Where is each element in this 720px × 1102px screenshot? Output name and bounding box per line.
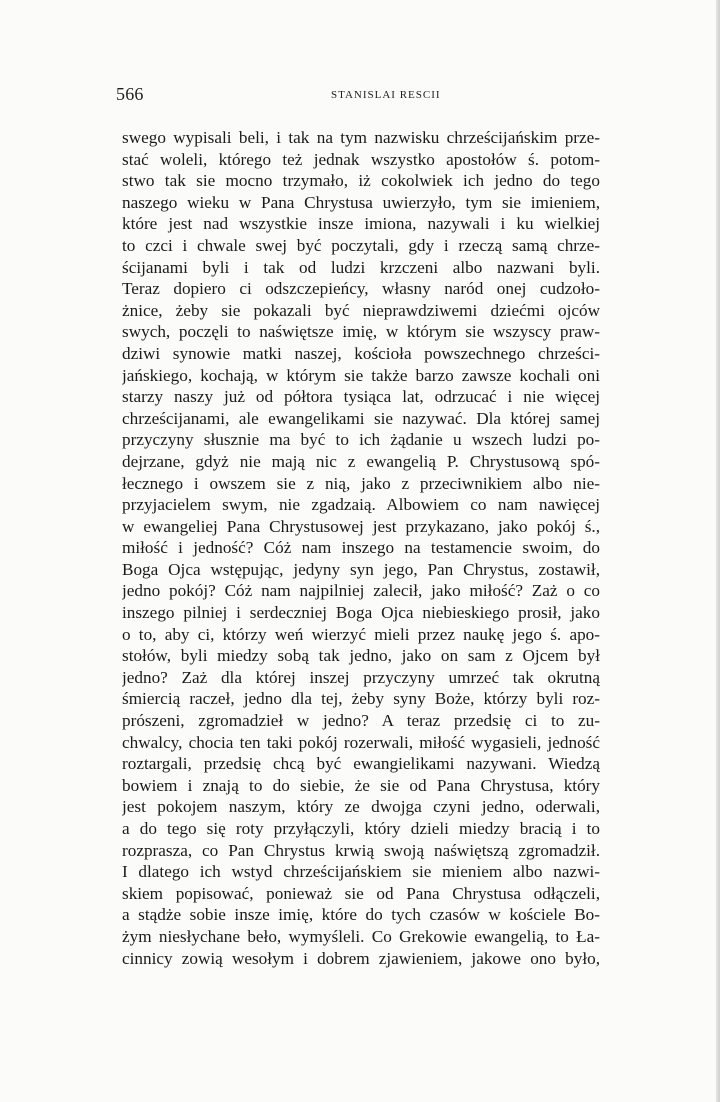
text-line: żnice, żeby sie pokazali być nieprawdziwemi dziećmi ojców [122, 300, 600, 320]
text-line: to czci i chwale swej być poczytali, gdy i rzeczą samą chrze- [122, 235, 600, 255]
text-line: inszego pilniej i serdeczniej Boga Ojca niebieskiego prosił, jako [122, 603, 600, 623]
text-line: które jest nad wszystkie insze imiona, nazywali i ku wielkiej [122, 214, 600, 234]
text-line: miłość i jedność? Cóż nam inszego na testamencie swoim, do [122, 538, 600, 558]
text-line: Teraz dopiero ci odszczepieńcy, własny naród onej cudzoło- [122, 279, 600, 299]
text-line: w ewangeliej Pana Chrystusowej jest przykazano, jako pokój ś., [122, 516, 600, 536]
text-line: roztargali, przedsię chcą być ewangielikami nazywani. Wiedzą [122, 754, 600, 774]
text-line: a stądże sobie insze imię, które do tych czasów w kościele Bo- [122, 905, 600, 925]
text-line: naszego wieku w Pana Chrystusa uwierzyło, tym sie imieniem, [122, 192, 600, 212]
text-line: żym niesłychane beło, wymyśleli. Co Grekowie ewangelią, to Ła- [122, 926, 600, 946]
text-line: Boga Ojca wstępując, jedyny syn jego, Pan Chrystus, zostawił, [122, 559, 600, 579]
text-line: jedno pokój? Cóż nam najpilniej zalecił, jako miłość? Zaż o co [122, 581, 600, 601]
text-line: bowiem i znają to do siebie, że sie od Pana Chrystusa, który [122, 775, 600, 795]
page-edge-shadow [716, 0, 720, 1102]
page-number: 566 [116, 84, 144, 104]
text-line: swego wypisali beli, i tak na tym nazwisku chrześcijańskim prze- [122, 128, 600, 147]
text-line: prószeni, zgromadzieł w jedno? A teraz przedsię ci to zu- [122, 711, 600, 731]
text-line: łecznego i owszem sie z nią, jako z przeciwnikiem albo nie- [122, 473, 600, 493]
text-line: I dlatego ich wstyd chrześcijańskiem sie mieniem albo nazwi- [122, 862, 600, 882]
text-line: rozprasza, co Pan Chrystus krwią swoją naświętszą zgromadził. [122, 840, 600, 860]
text-line: o to, aby ci, którzy weń wierzyć mieli przez naukę jego ś. apo- [122, 624, 600, 644]
text-line: swych, poczęli to naświętsze imię, w którym sie wszyscy praw- [122, 322, 600, 342]
text-line: a do tego się roty przyłączyli, który dzieli miedzy bracią i to [122, 819, 600, 838]
text-line: stać woleli, którego też jednak wszystko apostołów ś. potom- [122, 149, 600, 169]
text-line: chrześcijanami, ale ewangelikami sie nazywać. Dla której samej [122, 408, 600, 428]
text-line: cinnicy zowią wesołym i dobrem zjawieniem, jakowe ono było, [122, 948, 600, 968]
body-text [122, 127, 600, 969]
text-line: przyczyny słusznie ma być to ich żądanie u wszech ludzi po- [122, 430, 600, 450]
text-line: dejrzane, gdyż nie mają nic z ewangelią P. Chrystusową spó- [122, 451, 600, 471]
text-line: jańskiego, kochają, w którym sie także barzo zawsze kochali oni [122, 365, 600, 385]
text-line: skiem popisować, ponieważ sie od Pana Chrystusa odłączeli, [122, 883, 600, 903]
page-header [116, 84, 606, 110]
text-line: stwo tak sie mocno trzymało, iż cokolwiek ich jedno do tego [122, 171, 600, 191]
text-line: dziwi synowie matki naszej, kościoła powszechnego chrześci- [122, 343, 600, 363]
text-line: jedno? Zaż dla której inszej przyczyny umrzeć tak okrutną [122, 667, 600, 687]
text-line: ścijanami byli i tak od ludzi krzczeni albo nazwani byli. [122, 257, 600, 277]
text-line: jest pokojem naszym, który ze dwojga czyni jedno, oderwali, [122, 797, 600, 817]
text-line: chwalcy, chocia ten taki pokój rozerwali, miłość wygasieli, jedność [122, 732, 600, 752]
running-head: STANISLAI RESCII [331, 89, 441, 101]
text-line: stołów, byli miedzy sobą tak jedno, jako on sam z Ojcem był [122, 646, 600, 666]
text-line: śmiercią raczeł, jedno dla tej, żeby syny Boże, którzy byli roz- [122, 689, 600, 709]
text-line: starzy naszy już od półtora tysiąca lat, odrzucać i nie więcej [122, 387, 600, 407]
text-line: przyjacielem swym, nie zgadzaią. Albowiem co nam nawięcej [122, 495, 600, 515]
